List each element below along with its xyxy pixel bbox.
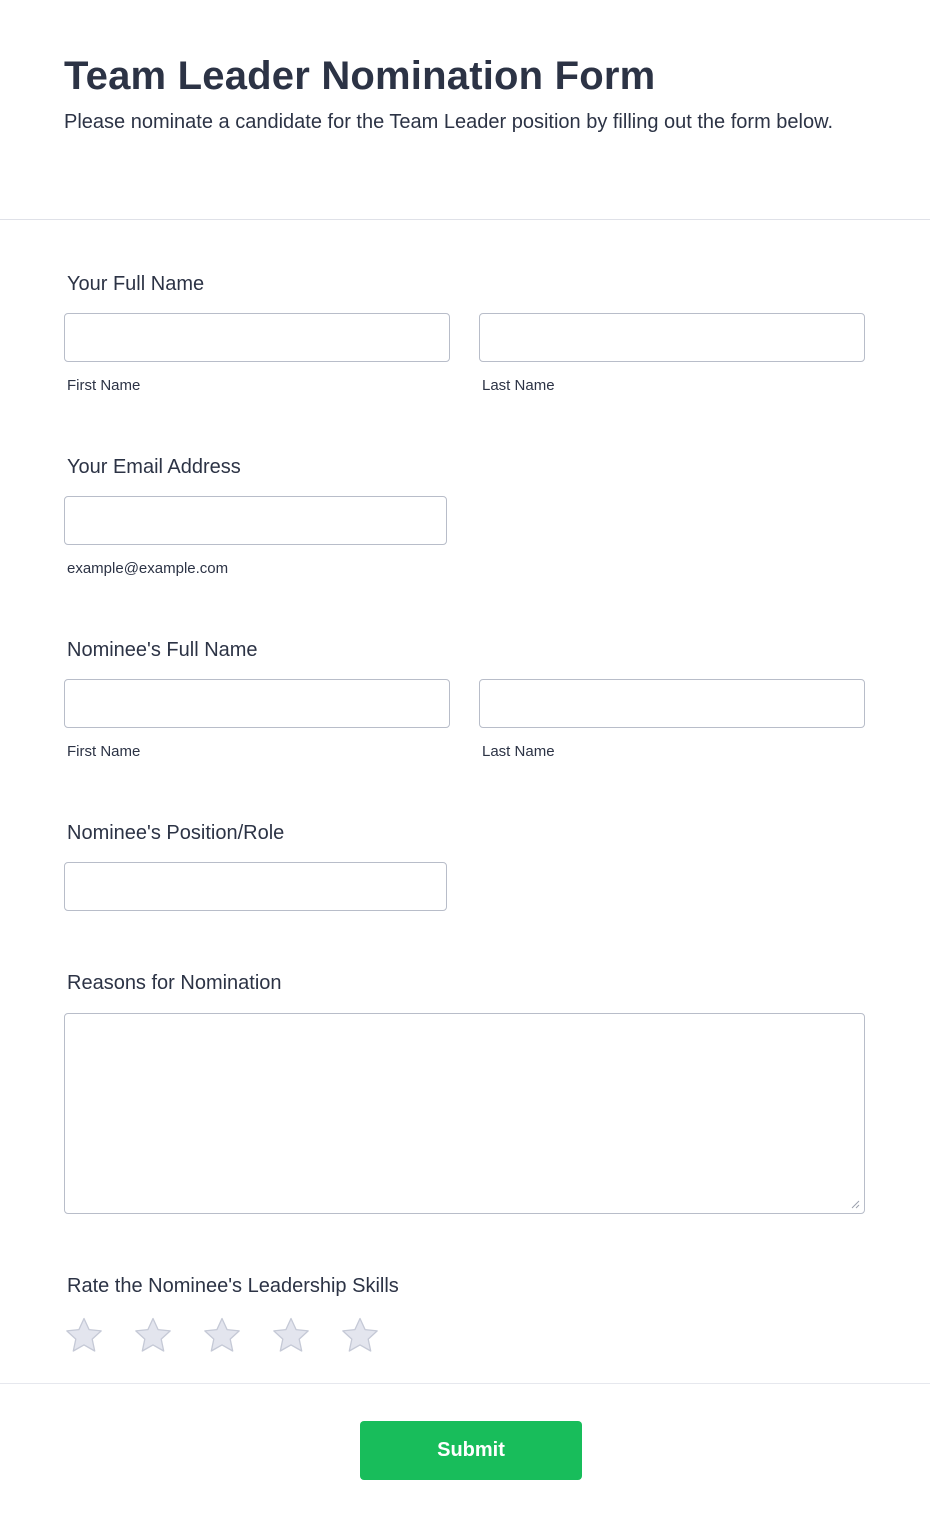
footer-divider (0, 1383, 930, 1384)
reasons-textarea[interactable] (64, 1013, 865, 1214)
rating-label: Rate the Nominee's Leadership Skills (67, 1275, 399, 1297)
star-icon[interactable] (271, 1316, 311, 1356)
your-last-name-sublabel: Last Name (482, 377, 555, 394)
form-description: Please nominate a candidate for the Team Leader position by filling out the form below. (64, 111, 833, 133)
form-title: Team Leader Nomination Form (64, 54, 656, 98)
position-role-input[interactable] (64, 862, 447, 911)
nominee-first-name-sublabel: First Name (67, 743, 141, 760)
email-input[interactable] (64, 496, 447, 545)
nominee-last-name-sublabel: Last Name (482, 743, 555, 760)
your-first-name-input[interactable] (64, 313, 450, 362)
your-first-name-sublabel: First Name (67, 377, 141, 394)
email-sublabel: example@example.com (67, 560, 229, 577)
star-icon[interactable] (133, 1316, 173, 1356)
position-role-label: Nominee's Position/Role (67, 822, 285, 844)
email-label: Your Email Address (67, 456, 241, 478)
reasons-label: Reasons for Nomination (67, 972, 282, 994)
submit-button[interactable]: Submit (360, 1421, 582, 1480)
nominee-full-name-label: Nominee's Full Name (67, 639, 258, 661)
resize-handle-icon[interactable] (850, 1199, 860, 1209)
nominee-first-name-input[interactable] (64, 679, 450, 728)
star-icon[interactable] (64, 1316, 104, 1356)
form-header (0, 0, 930, 220)
star-icon[interactable] (202, 1316, 242, 1356)
your-last-name-input[interactable] (479, 313, 865, 362)
star-icon[interactable] (340, 1316, 380, 1356)
nominee-last-name-input[interactable] (479, 679, 865, 728)
your-full-name-label: Your Full Name (67, 273, 205, 295)
